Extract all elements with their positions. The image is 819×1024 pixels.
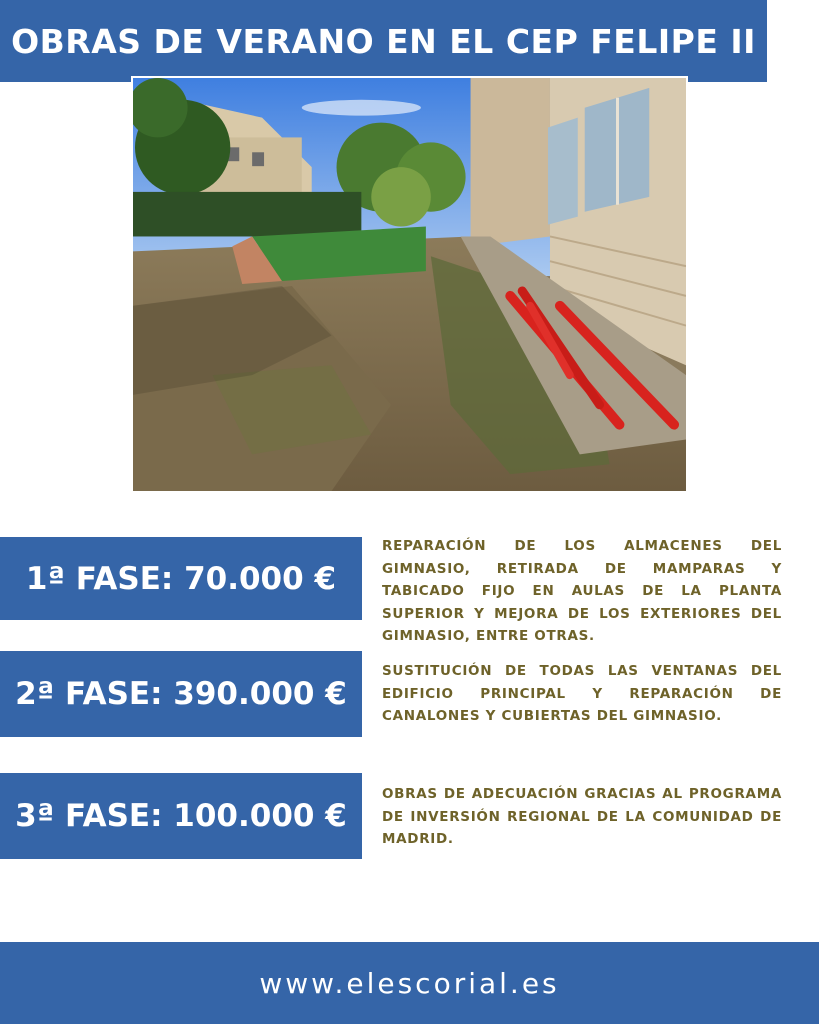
phase-2-description: SUSTITUCIÓN DE TODAS LAS VENTANAS DEL EDIFICIO PRINCIPAL Y REPARACIÓN DE CANALONES Y CUBIERTAS DEL GIMNASIO.	[382, 663, 782, 724]
phase-1-box	[0, 537, 362, 620]
title-banner	[0, 0, 767, 82]
phase-2-label: 2ª FASE: 390.000 €	[15, 676, 347, 712]
phase-2-box	[0, 651, 362, 737]
website-link[interactable]: www.elescorial.es	[259, 966, 560, 1000]
page-title: OBRAS DE VERANO EN EL CEP FELIPE II	[11, 21, 756, 61]
phase-3-label: 3ª FASE: 100.000 €	[15, 798, 347, 834]
phase-3-description: OBRAS DE ADECUACIÓN GRACIAS AL PROGRAMA DE INVERSIÓN REGIONAL DE LA COMUNIDAD DE MADRID.	[382, 786, 782, 847]
phase-3-box	[0, 773, 362, 859]
construction-site-photo	[131, 76, 688, 493]
footer-banner	[0, 942, 819, 1024]
photo-illustration	[133, 78, 686, 491]
phase-1-label: 1ª FASE: 70.000 €	[25, 560, 337, 597]
phase-1-description: REPARACIÓN DE LOS ALMACENES DEL GIMNASIO, RETIRADA DE MAMPARAS Y TABICADO FIJO EN AULAS DE LA PLANTA SUPERIOR Y MEJORA DE LOS EXTERIORES DEL GIMNASIO, ENTRE OTRAS.	[382, 538, 782, 644]
